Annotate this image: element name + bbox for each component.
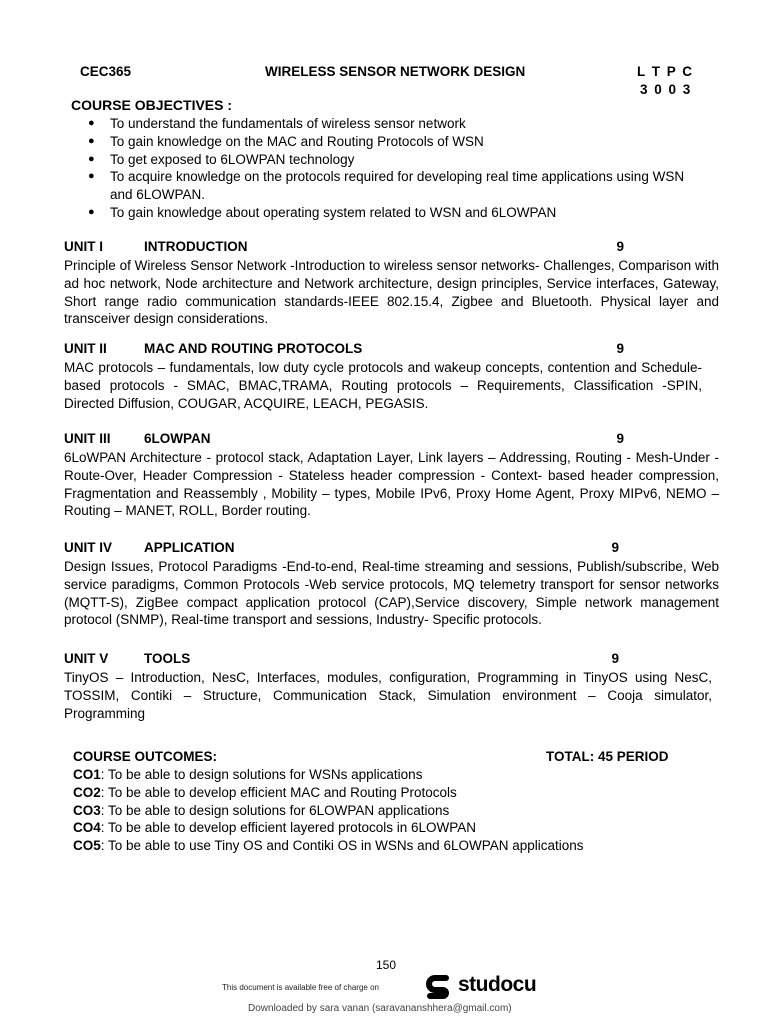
unit-number: UNIT V	[64, 651, 109, 666]
outcome-text: : To be able to develop efficient layered protocols in 6LOWPAN	[100, 820, 476, 836]
list-item: ● To gain knowledge about operating system related to WSN and 6LOWPAN	[88, 204, 557, 220]
outcome-text: : To be able to use Tiny OS and Contiki OS in WSNs and 6LOWPAN applications	[100, 838, 584, 854]
outcome-text: : To be able to design solutions for 6LOWPAN applications	[100, 802, 450, 818]
outcomes-heading: COURSE OUTCOMES:	[73, 749, 218, 764]
objectives-heading: COURSE OBJECTIVES :	[71, 97, 233, 113]
unit-number: UNIT IV	[64, 540, 113, 555]
unit-name: MAC AND ROUTING PROTOCOLS	[144, 341, 363, 356]
unit-header	[64, 239, 624, 257]
unit-header	[64, 540, 619, 558]
outcomes-list	[73, 766, 584, 855]
unit-hours: 9	[616, 431, 624, 446]
unit-header	[64, 651, 619, 669]
studocu-logo[interactable]	[424, 972, 554, 1002]
unit-name: 6LOWPAN	[144, 431, 211, 446]
outcome-code: CO2	[73, 784, 101, 800]
availability-note: This document is available free of charge on	[222, 983, 379, 992]
unit-name: INTRODUCTION	[144, 239, 248, 254]
unit-content: TinyOS – Introduction, NesC, Interfaces, modules, configuration, Programming in TinyOS using NesC, TOSSIM, Contiki – Structure, Communication Stack, Simulation environment – Cooja simulator, Programming	[64, 670, 712, 721]
list-item	[73, 784, 584, 802]
total-periods: TOTAL: 45 PERIOD	[546, 749, 669, 764]
list-item	[73, 766, 584, 784]
bullet-icon: ●	[88, 152, 95, 165]
unit-name: TOOLS	[144, 651, 191, 666]
outcome-text: : To be able to design solutions for WSNs applications	[100, 767, 423, 782]
unit-content: 6LoWPAN Architecture - protocol stack, Adaptation Layer, Link layers – Addressing, Routing - Mesh-Under - Route-Over, Header Compression - Stateless header compression - Context- based header compression, Fragmentation and Reassembly , Mobility – types, Mobile IPv6, Proxy Home Agent, Proxy MIPv6, NEMO –Routing – MANET, ROLL, Border routing.	[64, 450, 719, 519]
outcome-code: CO4	[73, 820, 101, 836]
unit-content: Principle of Wireless Sensor Network -Introduction to wireless sensor networks- Challenges, Comparison with ad hoc network, Node architecture and Network architecture, design principles, Service interfaces, Gateway, Short range radio communication standards-IEEE 802.15.4, Zigbee and Bluetooth. Physical layer and transceiver design considerations.	[64, 258, 719, 327]
unit-number: UNIT I	[64, 239, 103, 254]
list-item	[73, 819, 584, 837]
unit-header	[64, 431, 624, 449]
list-item: ● To get exposed to 6LOWPAN technology	[88, 151, 355, 167]
list-item	[73, 802, 584, 820]
studocu-logo-icon	[424, 972, 454, 1002]
course-title: WIRELESS SENSOR NETWORK DESIGN	[265, 64, 526, 79]
list-item: ● To acquire knowledge on the protocols required for developing real time applications using WSN and 6LOWPAN.	[88, 169, 685, 203]
unit-content: MAC protocols – fundamentals, low duty cycle protocols and wakeup concepts, contention and Schedule-based protocols - SMAC, BMAC,TRAMA, Routing protocols – Requirements, Classification -SPIN, Directed Diffusion, COUGAR, ACQUIRE, LEACH, PEGASIS.	[64, 360, 702, 411]
outcome-code: CO3	[73, 802, 101, 818]
unit-header	[64, 341, 624, 359]
downloaded-by-note: Downloaded by sara vanan (saravananshhera@gmail.com)	[248, 1003, 512, 1014]
logo-text: studocu	[458, 973, 537, 996]
outcome-code: CO5	[73, 838, 101, 854]
bullet-icon: ●	[88, 205, 95, 218]
course-code: CEC365	[80, 64, 132, 79]
outcome-code: CO1	[73, 767, 101, 782]
bullet-icon: ●	[88, 117, 95, 129]
bullet-icon: ●	[88, 170, 95, 183]
outcome-text: : To be able to develop efficient MAC and Routing Protocols	[100, 784, 457, 800]
ltpc-values: 3 0 0 3	[640, 82, 692, 97]
unit-name: APPLICATION	[144, 540, 235, 555]
unit-hours: 9	[611, 651, 619, 666]
unit-hours: 9	[616, 239, 624, 254]
list-item: ● To understand the fundamentals of wireless sensor network	[88, 116, 466, 131]
unit-content: Design Issues, Protocol Paradigms -End-to-end, Real-time streaming and sessions, Publish/subscribe, Web service paradigms, Common Protocols -Web service protocols, MQ telemetry transport for sensor networks (MQTT-S), ZigBee compact application protocol (CAP),Service discovery, Simple network management protocol (SNMP), Real-time transport and sessions, Industry- Specific protocols.	[64, 559, 719, 628]
list-item: ● To gain knowledge on the MAC and Routing Protocols of WSN	[88, 133, 484, 149]
objectives-list	[88, 115, 700, 222]
page-number: 150	[376, 958, 397, 972]
ltpc-label: L T P C	[637, 64, 694, 79]
unit-hours: 9	[616, 341, 624, 356]
unit-number: UNIT II	[64, 341, 107, 356]
unit-hours: 9	[611, 540, 619, 555]
bullet-icon: ●	[88, 134, 95, 147]
list-item	[73, 837, 584, 855]
unit-number: UNIT III	[64, 431, 111, 446]
